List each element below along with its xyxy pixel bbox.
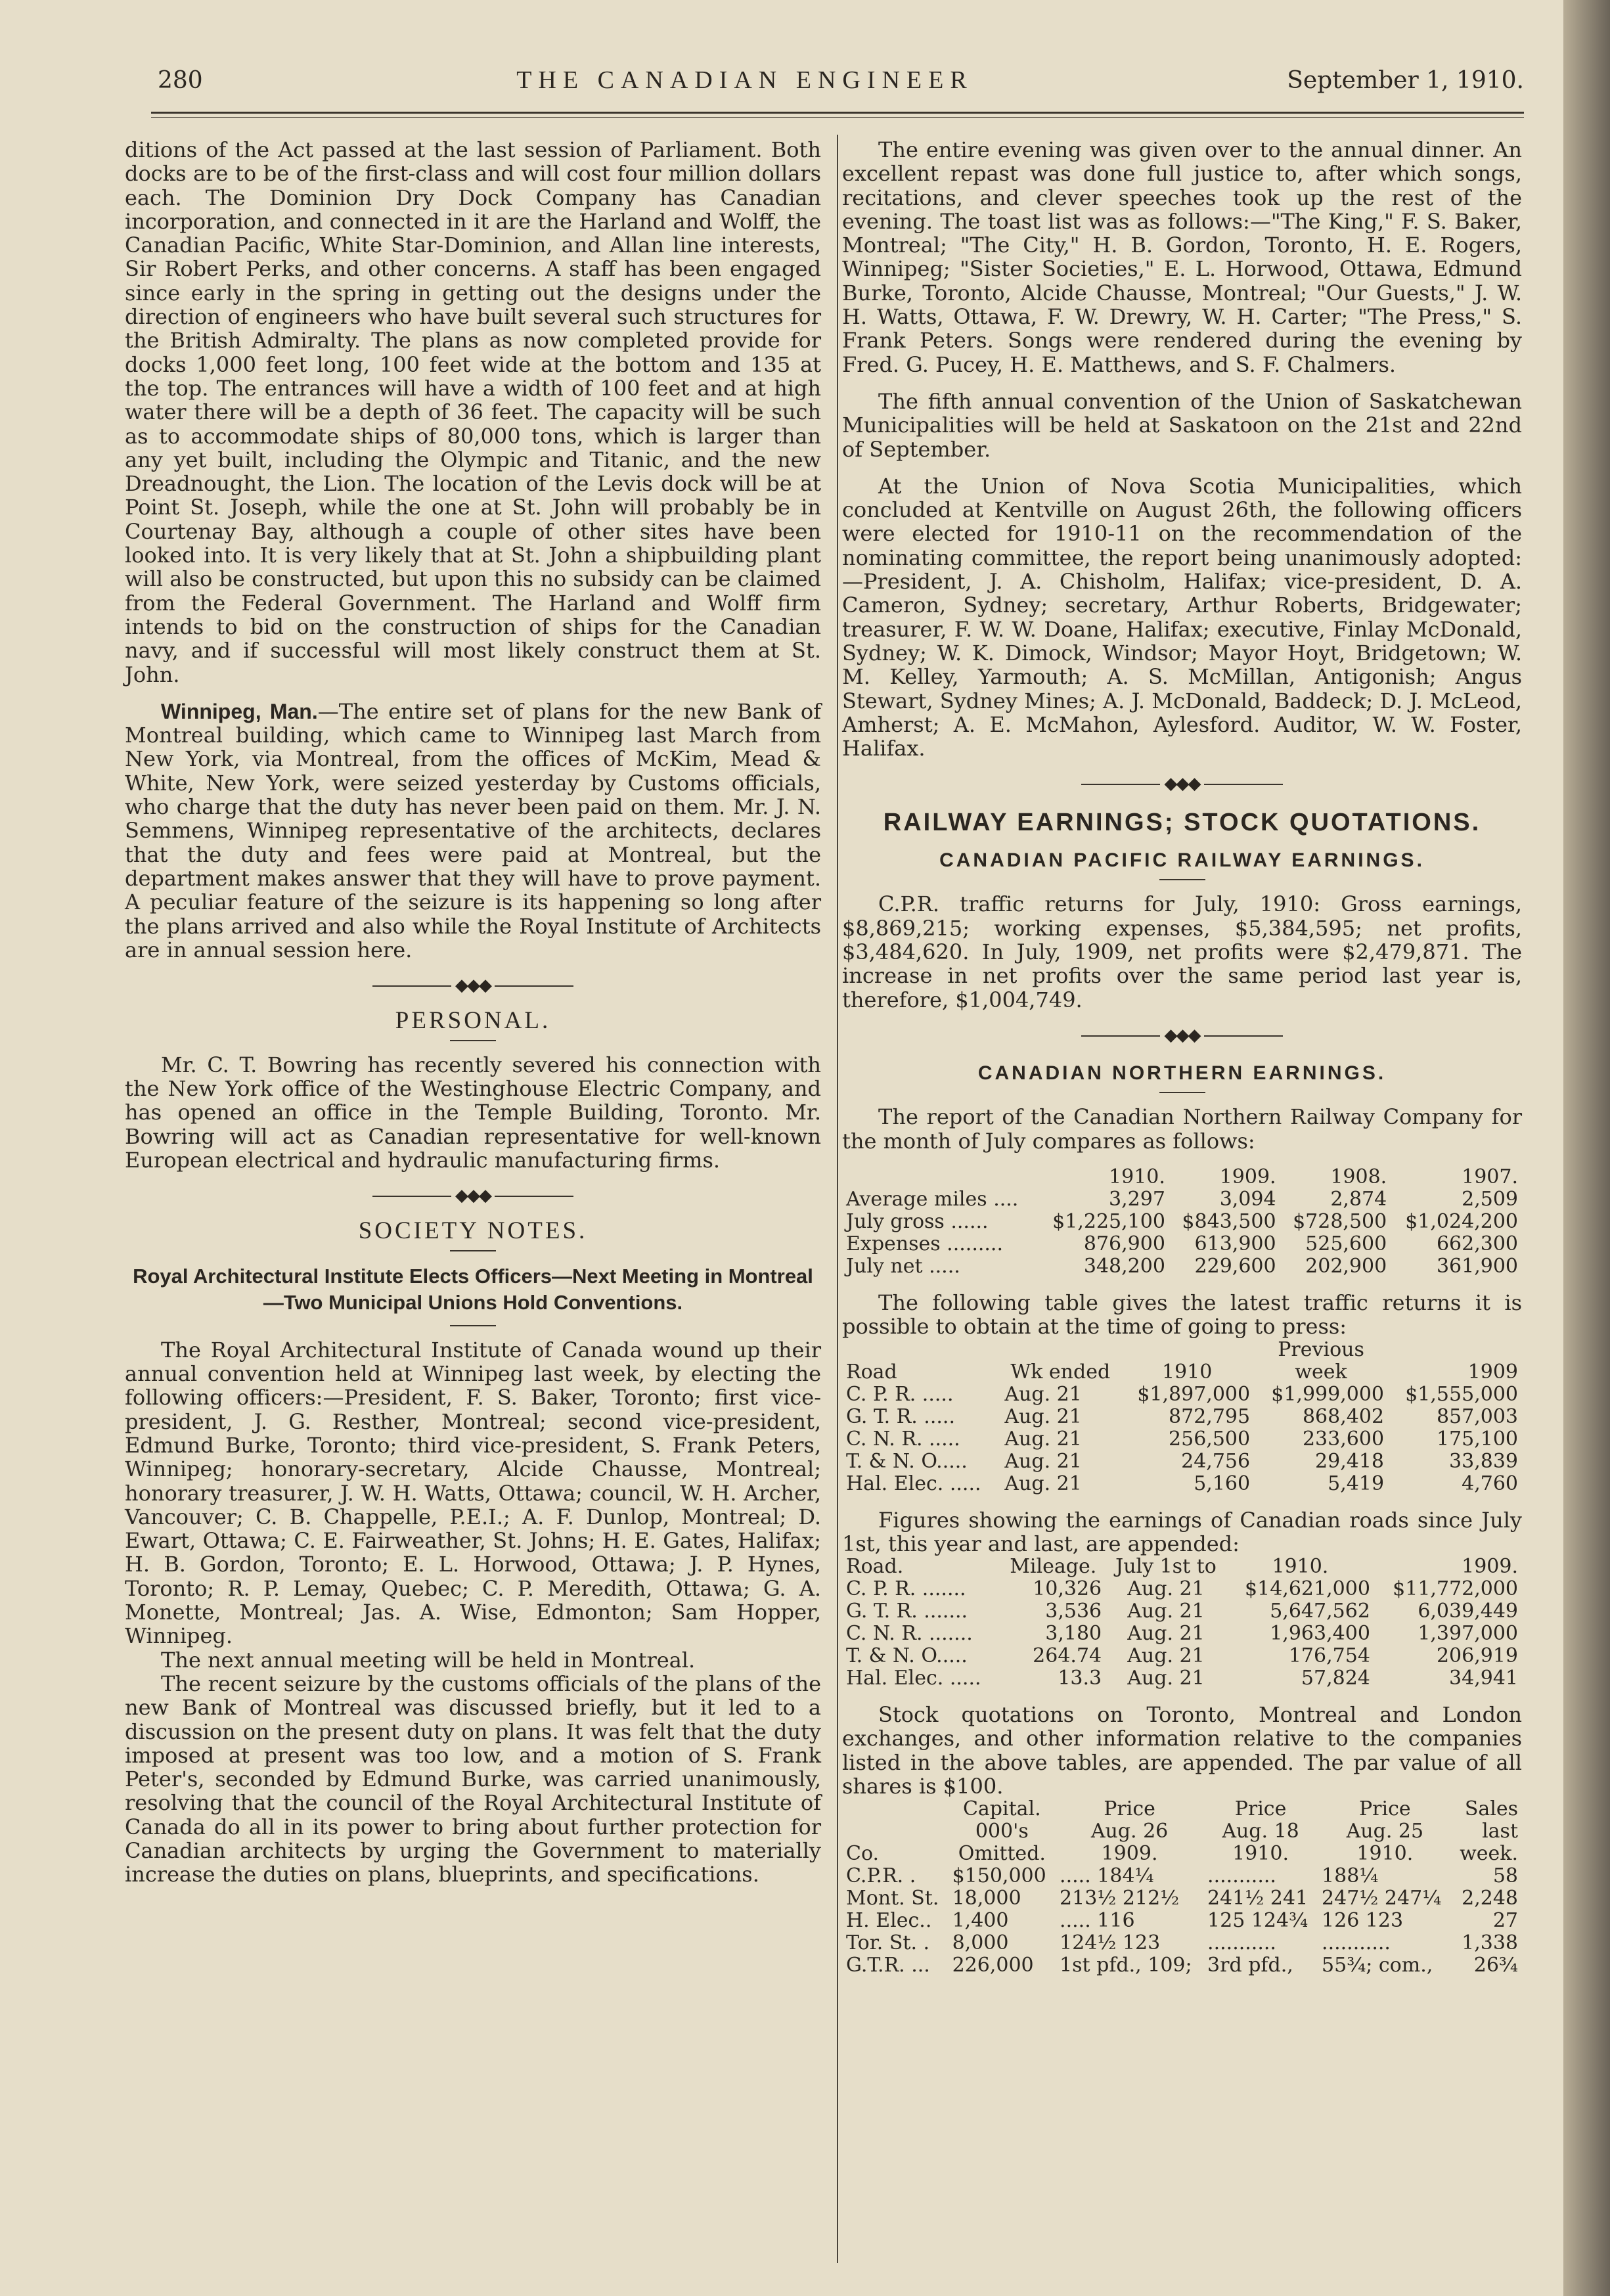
table-cell: 213½ 212½ bbox=[1060, 1887, 1180, 1910]
table-row bbox=[842, 1406, 1522, 1428]
table-cell: 27 bbox=[1492, 1909, 1518, 1933]
table-cell: 29,418 bbox=[1315, 1449, 1385, 1473]
issue-date: September 1, 1910. bbox=[1287, 67, 1524, 94]
table-header-cell bbox=[1000, 1339, 1120, 1361]
table-header-cell: 000's bbox=[975, 1820, 1029, 1843]
dry-dock-paragraph: ditions of the Act passed at the last session of Parliament. Both docks are to be of the first-class and will cost four million dollars each. The Dominion Dry Dock Company has Canadian incorporation, and connected in it are the Harland and Wolff, the Canadian Pacific, White Star-Dominion, and Allan line interests, Sir Robert Perks, and other concerns. A staff has been engaged since early in the spring in getting out the designs under the direction of engineers who have built several such structures for the British Admiralty. The plans as now completed provide for docks 1,000 feet long, 100 feet wide at the bottom and 135 at the top. The entrances will have a width of 100 feet and at high water there will be a depth of 36 feet. The capacity will be such as to accommodate ships of 80,000 tons, which is larger than any yet built, including the Olympic and Titanic, and the new Dreadnought, the Lion. The location of the Levis dock will be at Point St. Joseph, while the one at St. John will probably be in Courtenay Bay, although a couple of other sites have been looked into. It is very likely that at St. John a shipbuilding plant will also be constructed, but upon this no subsidy can be claimed from the Federal Government. The Harland and Wolff firm intends to bid on the construction of ships for the Canadian navy, and if successful will most likely construct them at St. John. bbox=[125, 137, 821, 687]
table-cell: ........... bbox=[1207, 1864, 1276, 1888]
table-header-cell: Omitted. bbox=[958, 1842, 1046, 1866]
table-cell: 662,300 bbox=[1436, 1232, 1518, 1255]
cpr-heading: CANADIAN PACIFIC RAILWAY EARNINGS. bbox=[939, 849, 1425, 872]
table-row bbox=[842, 1667, 1522, 1690]
table-cell: 876,900 bbox=[1083, 1232, 1165, 1255]
table-header-cell: Wk ended bbox=[1010, 1360, 1111, 1384]
table-row bbox=[842, 1600, 1522, 1623]
table-cell: 5,647,562 bbox=[1270, 1600, 1370, 1623]
table-cell: $1,999,000 bbox=[1271, 1382, 1385, 1406]
table-header-cell: last bbox=[1482, 1820, 1518, 1843]
table-cell: C. P. R. ....... bbox=[846, 1577, 966, 1601]
table-cell: Mont. St. bbox=[846, 1887, 939, 1910]
section-ornament: ◆◆◆ bbox=[125, 974, 821, 997]
table-row bbox=[842, 1384, 1522, 1406]
column-divider bbox=[837, 135, 838, 2263]
table-cell: Average miles .... bbox=[846, 1187, 1019, 1211]
table-cell: 525,600 bbox=[1305, 1232, 1387, 1255]
table-cell: 868,402 bbox=[1302, 1405, 1385, 1428]
table-header-cell: Road. bbox=[846, 1555, 904, 1579]
table-header-cell bbox=[842, 1339, 1000, 1361]
table-cell: ..... 184¼ bbox=[1060, 1864, 1154, 1888]
table-cell: 1st pfd., 109; bbox=[1060, 1954, 1192, 1977]
table-cell: Hal. Elec. ..... bbox=[846, 1472, 981, 1495]
table-header-cell: 1909. bbox=[1219, 1165, 1276, 1188]
society-subheading: Royal Architectural Institute Elects Officers—Next Meeting in Montreal—Two Municipal Unions Hold Conventions. bbox=[133, 1264, 813, 1314]
table-header-cell: 1909. bbox=[1101, 1842, 1158, 1866]
table-cell: Aug. 21 bbox=[1127, 1667, 1205, 1690]
header-rule-thin bbox=[151, 117, 1524, 118]
table-cell: $11,772,000 bbox=[1393, 1577, 1518, 1601]
table-cell: 206,919 bbox=[1436, 1644, 1518, 1668]
table-header-row bbox=[842, 1166, 1522, 1188]
table-header-cell: 1910. bbox=[1232, 1842, 1289, 1866]
table-header-row bbox=[842, 1556, 1522, 1578]
table-header-row bbox=[842, 1843, 1522, 1865]
table-cell: 256,500 bbox=[1169, 1427, 1251, 1451]
table-row bbox=[842, 1954, 1522, 1977]
table-cell: July gross ...... bbox=[846, 1209, 989, 1233]
railway-heading: RAILWAY EARNINGS; STOCK QUOTATIONS. bbox=[883, 808, 1481, 836]
page-header bbox=[158, 66, 1524, 105]
winnipeg-paragraph bbox=[125, 700, 821, 962]
table-cell: C.P.R. . bbox=[846, 1864, 916, 1888]
table-cell: 348,200 bbox=[1083, 1254, 1165, 1278]
cn-heading: CANADIAN NORTHERN EARNINGS. bbox=[977, 1062, 1387, 1085]
table-header-cell: Aug. 25 bbox=[1346, 1820, 1424, 1843]
table-cell: 18,000 bbox=[952, 1887, 1021, 1910]
table-cell: 24,756 bbox=[1181, 1449, 1251, 1473]
table-cell: ........... bbox=[1207, 1931, 1276, 1955]
table-row bbox=[842, 1578, 1522, 1600]
table-cell: T. & N. O..... bbox=[846, 1449, 968, 1473]
table-cell: 3,094 bbox=[1219, 1187, 1276, 1211]
heading-rule bbox=[450, 1250, 496, 1251]
table-row bbox=[842, 1932, 1522, 1954]
table-cell: 188¼ bbox=[1322, 1864, 1379, 1888]
table-cell: $14,621,000 bbox=[1245, 1577, 1370, 1601]
table-cell: $728,500 bbox=[1293, 1209, 1387, 1233]
table-row bbox=[842, 1451, 1522, 1473]
table-cell: 872,795 bbox=[1169, 1405, 1251, 1428]
table-header-cell: 1908. bbox=[1330, 1165, 1387, 1188]
table-cell: Aug. 21 bbox=[1004, 1449, 1082, 1473]
table-header-cell bbox=[842, 1820, 949, 1843]
cn-paragraph: The report of the Canadian Northern Railway Company for the month of July compares as follows: bbox=[842, 1104, 1522, 1154]
table-cell: Aug. 21 bbox=[1127, 1600, 1205, 1623]
table-cell: 5,419 bbox=[1328, 1472, 1385, 1495]
table-header-cell bbox=[842, 1166, 1038, 1188]
table-cell: 5,160 bbox=[1194, 1472, 1251, 1495]
right-column bbox=[842, 138, 1522, 1977]
table-row bbox=[842, 1623, 1522, 1645]
table-cell: 33,839 bbox=[1449, 1449, 1518, 1473]
stock-quotations-table bbox=[842, 1798, 1522, 1977]
table-row bbox=[842, 1188, 1522, 1211]
table-header-cell: week bbox=[1295, 1360, 1347, 1384]
table-row bbox=[842, 1473, 1522, 1495]
table-header-cell: 1909 bbox=[1467, 1360, 1518, 1384]
society-heading: SOCIETY NOTES. bbox=[358, 1217, 588, 1245]
saskatchewan-paragraph: The fifth annual convention of the Union of Saskatchewan Municipalities will be held at Saskatoon on the 21st and 22nd of September. bbox=[842, 388, 1522, 462]
table-cell: 3,297 bbox=[1109, 1187, 1165, 1211]
personal-heading: PERSONAL. bbox=[395, 1007, 551, 1035]
personal-paragraph: Mr. C. T. Bowring has recently severed his connection with the New York office of the Westinghouse Electric Company, and has opened an office in the Temple Building, Toronto. Mr. Bowring will act as Canadian representative for well-known European electrical and hydraulic manufacturing firms. bbox=[125, 1052, 821, 1173]
table-cell: G.T.R. ... bbox=[846, 1954, 930, 1977]
table-cell: Aug. 21 bbox=[1004, 1427, 1082, 1451]
table-cell: 10,326 bbox=[1033, 1577, 1102, 1601]
table-cell: 6,039,449 bbox=[1418, 1600, 1518, 1623]
winnipeg-runin: Winnipeg, Man. bbox=[161, 699, 318, 723]
table-header-cell: Mileage. bbox=[1010, 1555, 1097, 1579]
table-header-row bbox=[842, 1798, 1522, 1820]
page-edge-shadow bbox=[1563, 0, 1610, 2296]
table-header-cell: 1909. bbox=[1462, 1555, 1518, 1579]
heading-rule bbox=[450, 1325, 496, 1326]
table-header-cell: Price bbox=[1359, 1797, 1411, 1821]
heading-rule bbox=[1159, 879, 1205, 880]
table-header-row bbox=[842, 1339, 1522, 1361]
table-cell: 1,338 bbox=[1462, 1931, 1518, 1955]
stock-paragraph: Stock quotations on Toronto, Montreal and London exchanges, and other information relative to the companies listed in the above tables, are appended. The par value of all shares is $100. bbox=[842, 1702, 1522, 1799]
table-header-cell: week. bbox=[1460, 1842, 1518, 1866]
table-row bbox=[842, 1910, 1522, 1932]
table-cell: 857,003 bbox=[1436, 1405, 1518, 1428]
society-paragraph-1: The Royal Architectural Institute of Canada wound up their annual convention held at Winnipeg last week, by electing the following officers:—President, F. S. Baker, Toronto; first vice-president, J. G. Resther, Montreal; second vice-president, Edmund Burke, Toronto; third vice-president, S. Frank Peters, Winnipeg; honorary-secretary, Alcide Chausse, Montreal; honorary treasurer, J. W. H. Watts, Ottawa; council, W. H. Archer, Vancouver; C. B. Chappelle, P.E.I.; A. F. Dunlop, Montreal; D. Ewart, Ottawa; C. E. Fairweather, St. Johns; H. E. Gates, Halifax; H. B. Gordon, Toronto; E. L. Horwood, Ottawa; J. P. Hynes, Toronto; R. P. Lemay, Quebec; C. P. Meredith, Ottawa; G. A. Monette, Montreal; Jas. A. Wise, Edmonton; Sam Hopper, Winnipeg. bbox=[125, 1337, 821, 1649]
table-cell: Aug. 21 bbox=[1004, 1405, 1082, 1428]
table-cell: G. T. R. ..... bbox=[846, 1405, 955, 1428]
earnings-since-july-table bbox=[842, 1556, 1522, 1690]
table-cell: 8,000 bbox=[952, 1931, 1009, 1955]
table-header-cell: Capital. bbox=[962, 1797, 1041, 1821]
table-header-cell: July 1st to bbox=[1115, 1555, 1217, 1579]
table-cell: 13.3 bbox=[1058, 1667, 1102, 1690]
table-header-cell: Sales bbox=[1464, 1797, 1518, 1821]
table-cell: Tor. St. . bbox=[846, 1931, 930, 1955]
table-cell: 613,900 bbox=[1194, 1232, 1276, 1255]
table-cell: 2,509 bbox=[1462, 1187, 1518, 1211]
table-cell: ..... 116 bbox=[1060, 1909, 1135, 1933]
table-header-cell: 1910 bbox=[1161, 1360, 1213, 1384]
table-cell: H. Elec.. bbox=[846, 1909, 932, 1933]
table-row bbox=[842, 1255, 1522, 1278]
table-row bbox=[842, 1211, 1522, 1233]
section-ornament: ◆◆◆ bbox=[842, 1024, 1522, 1047]
table-cell: Aug. 21 bbox=[1127, 1644, 1205, 1668]
table-header-cell bbox=[1120, 1339, 1254, 1361]
table-row bbox=[842, 1865, 1522, 1887]
table-header-cell: Aug. 18 bbox=[1222, 1820, 1299, 1843]
table-header-cell: Road bbox=[846, 1360, 897, 1384]
table-cell: 126 123 bbox=[1322, 1909, 1404, 1933]
table-cell: ........... bbox=[1322, 1931, 1391, 1955]
table-cell: 361,900 bbox=[1436, 1254, 1518, 1278]
journal-title: THE CANADIAN ENGINEER bbox=[516, 66, 973, 94]
table-cell: $843,500 bbox=[1182, 1209, 1276, 1233]
page-number: 280 bbox=[158, 67, 203, 94]
table-cell: 124½ 123 bbox=[1060, 1931, 1161, 1955]
table-header-cell: Aug. 26 bbox=[1090, 1820, 1169, 1843]
table-header-cell: Co. bbox=[846, 1842, 880, 1866]
table-cell: $1,555,000 bbox=[1405, 1382, 1518, 1406]
table-cell: 3,180 bbox=[1045, 1622, 1102, 1646]
nova-scotia-paragraph: At the Union of Nova Scotia Municipalities, which concluded at Kentville on August 26th, the following officers were elected for 1910-11 on the recommendation of the nominating committee, the report being unanimously adopted:—President, J. A. Chisholm, Halifax; vice-president, D. A. Cameron, Sydney; secretary, Arthur Roberts, Bridgewater; treasurer, F. W. W. Doane, Halifax; executive, Finlay McDonald, Sydney; W. K. Dimock, Windsor; Mayor Hoyt, Bridgetown; W. M. Kelley, Yarmouth; A. S. McMillan, Antigonish; Angus Stewart, Sydney Mines; A. J. McDonald, Baddeck; D. J. McLeod, Amherst; A. E. McMahon, Aylesford. Auditor, W. W. Foster, Halifax. bbox=[842, 473, 1522, 761]
heading-rule bbox=[450, 1040, 496, 1041]
table-cell: 241½ 241 bbox=[1207, 1887, 1308, 1910]
table-cell: C. N. R. ....... bbox=[846, 1622, 973, 1646]
table-row bbox=[842, 1233, 1522, 1255]
table-cell: Aug. 21 bbox=[1004, 1472, 1082, 1495]
figures-paragraph: Figures showing the earnings of Canadian roads since July 1st, this year and last, are appended: bbox=[842, 1507, 1522, 1556]
table-cell: $1,225,100 bbox=[1052, 1209, 1165, 1233]
society-paragraph-3: The recent seizure by the customs officials of the plans of the new Bank of Montreal was discussed briefly, but it led to a discussion on the present duty on plans. It was felt that the duty imposed at present was too low, and a motion of S. Frank Peter's, seconded by Edmund Burke, was carried unanimously, resolving that the council of the Royal Architectural Institute of Canada do all in its power to bring about further protection for Canadian architects by urging the Government to materially increase the duties on plans, blueprints, and specifications. bbox=[125, 1671, 821, 1887]
table-cell: $150,000 bbox=[952, 1864, 1046, 1888]
table-cell: Hal. Elec. ..... bbox=[846, 1667, 981, 1690]
table-cell: 1,963,400 bbox=[1270, 1622, 1370, 1646]
table-cell: C. N. R. ..... bbox=[846, 1427, 960, 1451]
left-column bbox=[125, 138, 821, 1887]
cn-earnings-table bbox=[842, 1166, 1522, 1278]
table-header-cell: Price bbox=[1104, 1797, 1155, 1821]
table-cell: 34,941 bbox=[1449, 1667, 1518, 1690]
table-cell: C. P. R. ..... bbox=[846, 1382, 954, 1406]
header-rule bbox=[151, 112, 1524, 114]
table-cell: Aug. 21 bbox=[1127, 1622, 1205, 1646]
table-cell: 1,397,000 bbox=[1418, 1622, 1518, 1646]
table-cell: 233,600 bbox=[1302, 1427, 1385, 1451]
table-cell: 125 124¾ bbox=[1207, 1909, 1308, 1933]
table-cell: 226,000 bbox=[952, 1954, 1034, 1977]
table-cell: 3,536 bbox=[1045, 1600, 1102, 1623]
table-header-cell: Previous bbox=[1278, 1338, 1364, 1361]
table-cell: Expenses ......... bbox=[846, 1232, 1004, 1255]
winnipeg-text: —The entire set of plans for the new Bank of Montreal building, which came to Winnipeg last March from New York, via Montreal, from the offices of McKim, Mead & White, New York, were seized yesterday by Customs officials, who charge that the duty has never been paid on them. Mr. J. N. Semmens, Winnipeg representative of the architects, declares that the duty and fees were paid at Montreal, but the department makes answer that they will have to prove payment. A peculiar feature of the seizure is its happening so long after the plans arrived and also while the Royal Institute of Architects are in annual session here. bbox=[125, 698, 822, 962]
table-cell: G. T. R. ....... bbox=[846, 1600, 968, 1623]
table-cell: 176,754 bbox=[1288, 1644, 1370, 1668]
table-cell: 1,400 bbox=[952, 1909, 1009, 1933]
table-cell: 175,100 bbox=[1436, 1427, 1518, 1451]
table-cell: 2,874 bbox=[1330, 1187, 1387, 1211]
table-cell: 26¾ bbox=[1473, 1954, 1518, 1977]
table-header-cell: 1910. bbox=[1272, 1555, 1329, 1579]
table-header-cell: 1910. bbox=[1356, 1842, 1414, 1866]
table-cell: T. & N. O..... bbox=[846, 1644, 968, 1668]
table-row bbox=[842, 1428, 1522, 1451]
table-cell: 57,824 bbox=[1301, 1667, 1370, 1690]
table-cell: 2,248 bbox=[1462, 1887, 1518, 1910]
society-paragraph-2: The next annual meeting will be held in Montreal. bbox=[161, 1647, 696, 1673]
table-cell: 264.74 bbox=[1033, 1644, 1102, 1668]
table-cell: 229,600 bbox=[1194, 1254, 1276, 1278]
heading-rule bbox=[1159, 1092, 1205, 1093]
table-cell: 55¾; com., bbox=[1322, 1954, 1433, 1977]
cpr-paragraph: C.P.R. traffic returns for July, 1910: Gross earnings, $8,869,215; working expenses, $5,384,595; net profits, $3,484,620. In July, 1909, net profits were $2,479,871. The increase in net profits over the same period last year is, therefore, $1,004,749. bbox=[842, 891, 1522, 1012]
table-header-row bbox=[842, 1820, 1522, 1843]
table-cell: July net ..... bbox=[846, 1254, 960, 1278]
dinner-paragraph: The entire evening was given over to the annual dinner. An excellent repast was done full justice to, after which songs, recitations, and clever speeches took up the rest of the evening. The toast list was as follows:—"The King," F. S. Baker, Montreal; "The City," H. B. Gordon, Toronto, H. E. Rogers, Winnipeg; "Sister Societies," E. L. Horwood, Ottawa, Edmund Burke, Toronto, Alcide Chausse, Montreal; "Our Guests," J. W. H. Watts, Ottawa, F. W. Drewry, W. H. Carter; "The Press," S. Frank Peters. Songs were rendered during the evening by Fred. G. Pucey, H. E. Matthews, and S. F. Chalmers. bbox=[842, 137, 1522, 377]
table-cell: Aug. 21 bbox=[1127, 1577, 1205, 1601]
table-cell: 4,760 bbox=[1462, 1472, 1518, 1495]
table-header-cell bbox=[842, 1798, 949, 1820]
table-header-cell: 1910. bbox=[1109, 1165, 1165, 1188]
table-cell: $1,897,000 bbox=[1137, 1382, 1251, 1406]
table-header-cell bbox=[1388, 1339, 1522, 1361]
table-cell: $1,024,200 bbox=[1405, 1209, 1518, 1233]
table-cell: 247½ 247¼ bbox=[1322, 1887, 1442, 1910]
table-row bbox=[842, 1887, 1522, 1910]
section-ornament: ◆◆◆ bbox=[842, 772, 1522, 796]
table-cell: Aug. 21 bbox=[1004, 1382, 1082, 1406]
table-header-cell: 1907. bbox=[1462, 1165, 1518, 1188]
traffic-returns-table bbox=[842, 1339, 1522, 1495]
table-cell: 3rd pfd., bbox=[1207, 1954, 1293, 1977]
table-header-cell: Price bbox=[1234, 1797, 1287, 1821]
table-cell: 58 bbox=[1492, 1864, 1518, 1888]
table-cell: 202,900 bbox=[1305, 1254, 1387, 1278]
section-ornament: ◆◆◆ bbox=[125, 1184, 821, 1207]
traffic-paragraph: The following table gives the latest traffic returns it is possible to obtain at the time of going to press: bbox=[842, 1290, 1522, 1339]
table-header-row bbox=[842, 1361, 1522, 1384]
table-row bbox=[842, 1645, 1522, 1667]
